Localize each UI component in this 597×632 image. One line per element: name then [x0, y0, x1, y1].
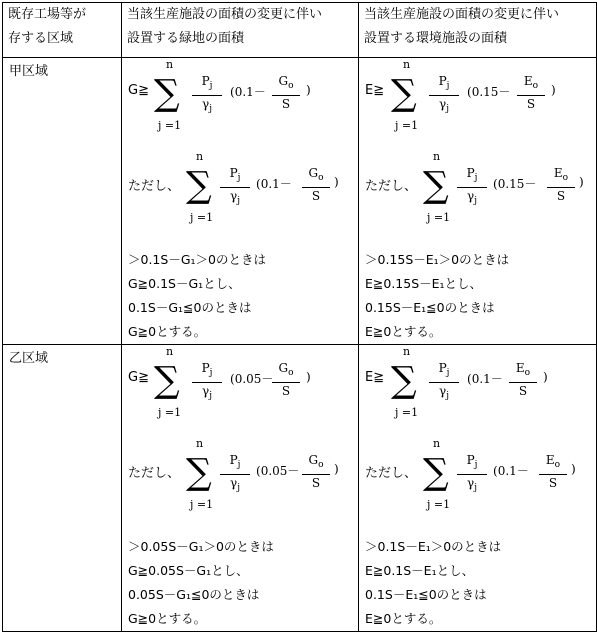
- main-formula: [122, 345, 358, 437]
- close-paren: ): [551, 83, 556, 97]
- header-green-line2: 設置する緑地の面積: [127, 31, 245, 46]
- formula-lhs: G≧: [128, 370, 149, 385]
- condition-line: 0.1S－E₁≦0のときは: [365, 587, 487, 602]
- ratio-fraction: $\frac{P_j}{\gamma_j}$: [457, 452, 487, 497]
- sum-upper-limit: n: [403, 58, 411, 71]
- conditions: [122, 248, 358, 344]
- ratio-fraction: $\frac{P_j}{\gamma_j}$: [192, 73, 222, 118]
- proviso-label: ただし、: [365, 179, 418, 194]
- sum-lower-limit: j =1: [427, 211, 451, 224]
- existing-fraction: $\frac{E_o}{S}$: [547, 165, 575, 205]
- sum-upper-limit: n: [403, 345, 411, 358]
- formula-lhs: E≧: [365, 370, 385, 385]
- sum-upper-limit: n: [166, 58, 174, 71]
- sum-upper-limit: n: [433, 150, 441, 163]
- formula-lhs: E≧: [365, 83, 385, 98]
- condition-line: ＞0.15S－E₁＞0のときは: [365, 252, 510, 267]
- close-paren: ): [334, 462, 339, 476]
- close-paren: ): [571, 462, 576, 476]
- conditions: [359, 535, 596, 631]
- sum-lower-limit: j =1: [190, 498, 214, 511]
- main-formula: [122, 58, 358, 150]
- sum-symbol: ∑: [391, 73, 417, 114]
- proviso-formula: [359, 150, 596, 242]
- close-paren: ): [543, 370, 548, 384]
- sum-symbol: ∑: [391, 360, 417, 401]
- ratio-fraction: $\frac{P_j}{\gamma_j}$: [429, 360, 459, 405]
- existing-fraction: $\frac{G_o}{S}$: [272, 73, 300, 113]
- condition-line: G≧0.05S－G₁とし、: [128, 563, 249, 578]
- coef-term: (0.1－: [493, 464, 529, 478]
- sum-lower-limit: j =1: [190, 211, 214, 224]
- header-green-line1: 当該生産施設の面積の変更に伴い: [127, 7, 323, 22]
- existing-fraction: $\frac{E_o}{S}$: [509, 360, 537, 400]
- proviso-formula: [359, 437, 596, 529]
- header-zone: [3, 3, 122, 58]
- sum-lower-limit: j =1: [158, 119, 182, 132]
- sum-symbol: ∑: [423, 452, 449, 493]
- existing-fraction: $\frac{G_o}{S}$: [302, 452, 330, 492]
- main-formula: [359, 345, 596, 437]
- header-env-line1: 当該生産施設の面積の変更に伴い: [364, 7, 560, 22]
- condition-line: G≧0とする。: [128, 611, 207, 626]
- coef-term: (0.1－: [256, 177, 292, 191]
- sum-upper-limit: n: [196, 437, 204, 450]
- conditions: [122, 535, 358, 631]
- close-paren: ): [334, 175, 339, 189]
- zone-row: [3, 58, 597, 345]
- proviso-label: ただし、: [365, 466, 418, 481]
- zone-name: 甲区域: [3, 58, 122, 345]
- proviso-formula: [122, 437, 358, 529]
- ratio-fraction: $\frac{P_j}{\gamma_j}$: [220, 165, 250, 210]
- proviso-label: ただし、: [128, 179, 181, 194]
- sum-symbol: ∑: [186, 165, 212, 206]
- sum-lower-limit: j =1: [395, 406, 419, 419]
- condition-line: E≧0とする。: [365, 611, 442, 626]
- coef-term: (0.15－: [467, 85, 511, 99]
- condition-line: 0.15S－E₁≦0のときは: [365, 300, 495, 315]
- header-zone-line1: 既存工場等が: [8, 7, 87, 22]
- ratio-fraction: $\frac{P_j}{\gamma_j}$: [457, 165, 487, 210]
- condition-line: ＞0.1S－E₁＞0のときは: [365, 539, 502, 554]
- regulation-table: [2, 2, 597, 632]
- existing-fraction: $\frac{E_o}{S}$: [517, 73, 545, 113]
- formula-lhs: G≧: [128, 83, 149, 98]
- sum-symbol: ∑: [154, 73, 180, 114]
- header-env: [359, 3, 597, 58]
- condition-line: ＞0.05S－G₁＞0のときは: [128, 539, 274, 554]
- close-paren: ): [306, 370, 311, 384]
- condition-line: ＞0.1S－G₁＞0のときは: [128, 252, 266, 267]
- ratio-fraction: $\frac{P_j}{\gamma_j}$: [429, 73, 459, 118]
- condition-line: 0.05S－G₁≦0のときは: [128, 587, 260, 602]
- sum-upper-limit: n: [196, 150, 204, 163]
- sum-lower-limit: j =1: [158, 406, 182, 419]
- main-formula: [359, 58, 596, 150]
- header-green: [122, 3, 359, 58]
- zone-row: [3, 345, 597, 632]
- coef-term: (0.05－: [230, 372, 274, 386]
- coef-term: (0.1－: [230, 85, 266, 99]
- condition-line: E≧0.1S－E₁とし、: [365, 563, 475, 578]
- sum-upper-limit: n: [166, 345, 174, 358]
- proviso-label: ただし、: [128, 466, 181, 481]
- zone-name: 乙区域: [3, 345, 122, 632]
- existing-fraction: $\frac{G_o}{S}$: [272, 360, 300, 400]
- condition-line: G≧0とする。: [128, 324, 207, 339]
- env-cell: [359, 58, 597, 345]
- sum-lower-limit: j =1: [427, 498, 451, 511]
- ratio-fraction: $\frac{P_j}{\gamma_j}$: [192, 360, 222, 405]
- header-zone-line2: 存する区域: [8, 31, 74, 46]
- proviso-formula: [122, 150, 358, 242]
- existing-fraction: $\frac{G_o}{S}$: [302, 165, 330, 205]
- green-cell: [122, 345, 359, 632]
- condition-line: E≧0.15S－E₁とし、: [365, 276, 483, 291]
- sum-lower-limit: j =1: [395, 119, 419, 132]
- sum-symbol: ∑: [154, 360, 180, 401]
- close-paren: ): [306, 83, 311, 97]
- existing-fraction: $\frac{E_o}{S}$: [539, 452, 567, 492]
- conditions: [359, 248, 596, 344]
- sum-upper-limit: n: [433, 437, 441, 450]
- coef-term: (0.05－: [256, 464, 300, 478]
- condition-line: E≧0とする。: [365, 324, 442, 339]
- sum-symbol: ∑: [423, 165, 449, 206]
- condition-line: G≧0.1S－G₁とし、: [128, 276, 241, 291]
- coef-term: (0.15－: [493, 177, 537, 191]
- header-env-line2: 設置する環境施設の面積: [364, 31, 508, 46]
- env-cell: [359, 345, 597, 632]
- close-paren: ): [579, 175, 584, 189]
- ratio-fraction: $\frac{P_j}{\gamma_j}$: [220, 452, 250, 497]
- green-cell: [122, 58, 359, 345]
- coef-term: (0.1－: [467, 372, 503, 386]
- condition-line: 0.1S－G₁≦0のときは: [128, 300, 252, 315]
- sum-symbol: ∑: [186, 452, 212, 493]
- header-row: [3, 3, 597, 58]
